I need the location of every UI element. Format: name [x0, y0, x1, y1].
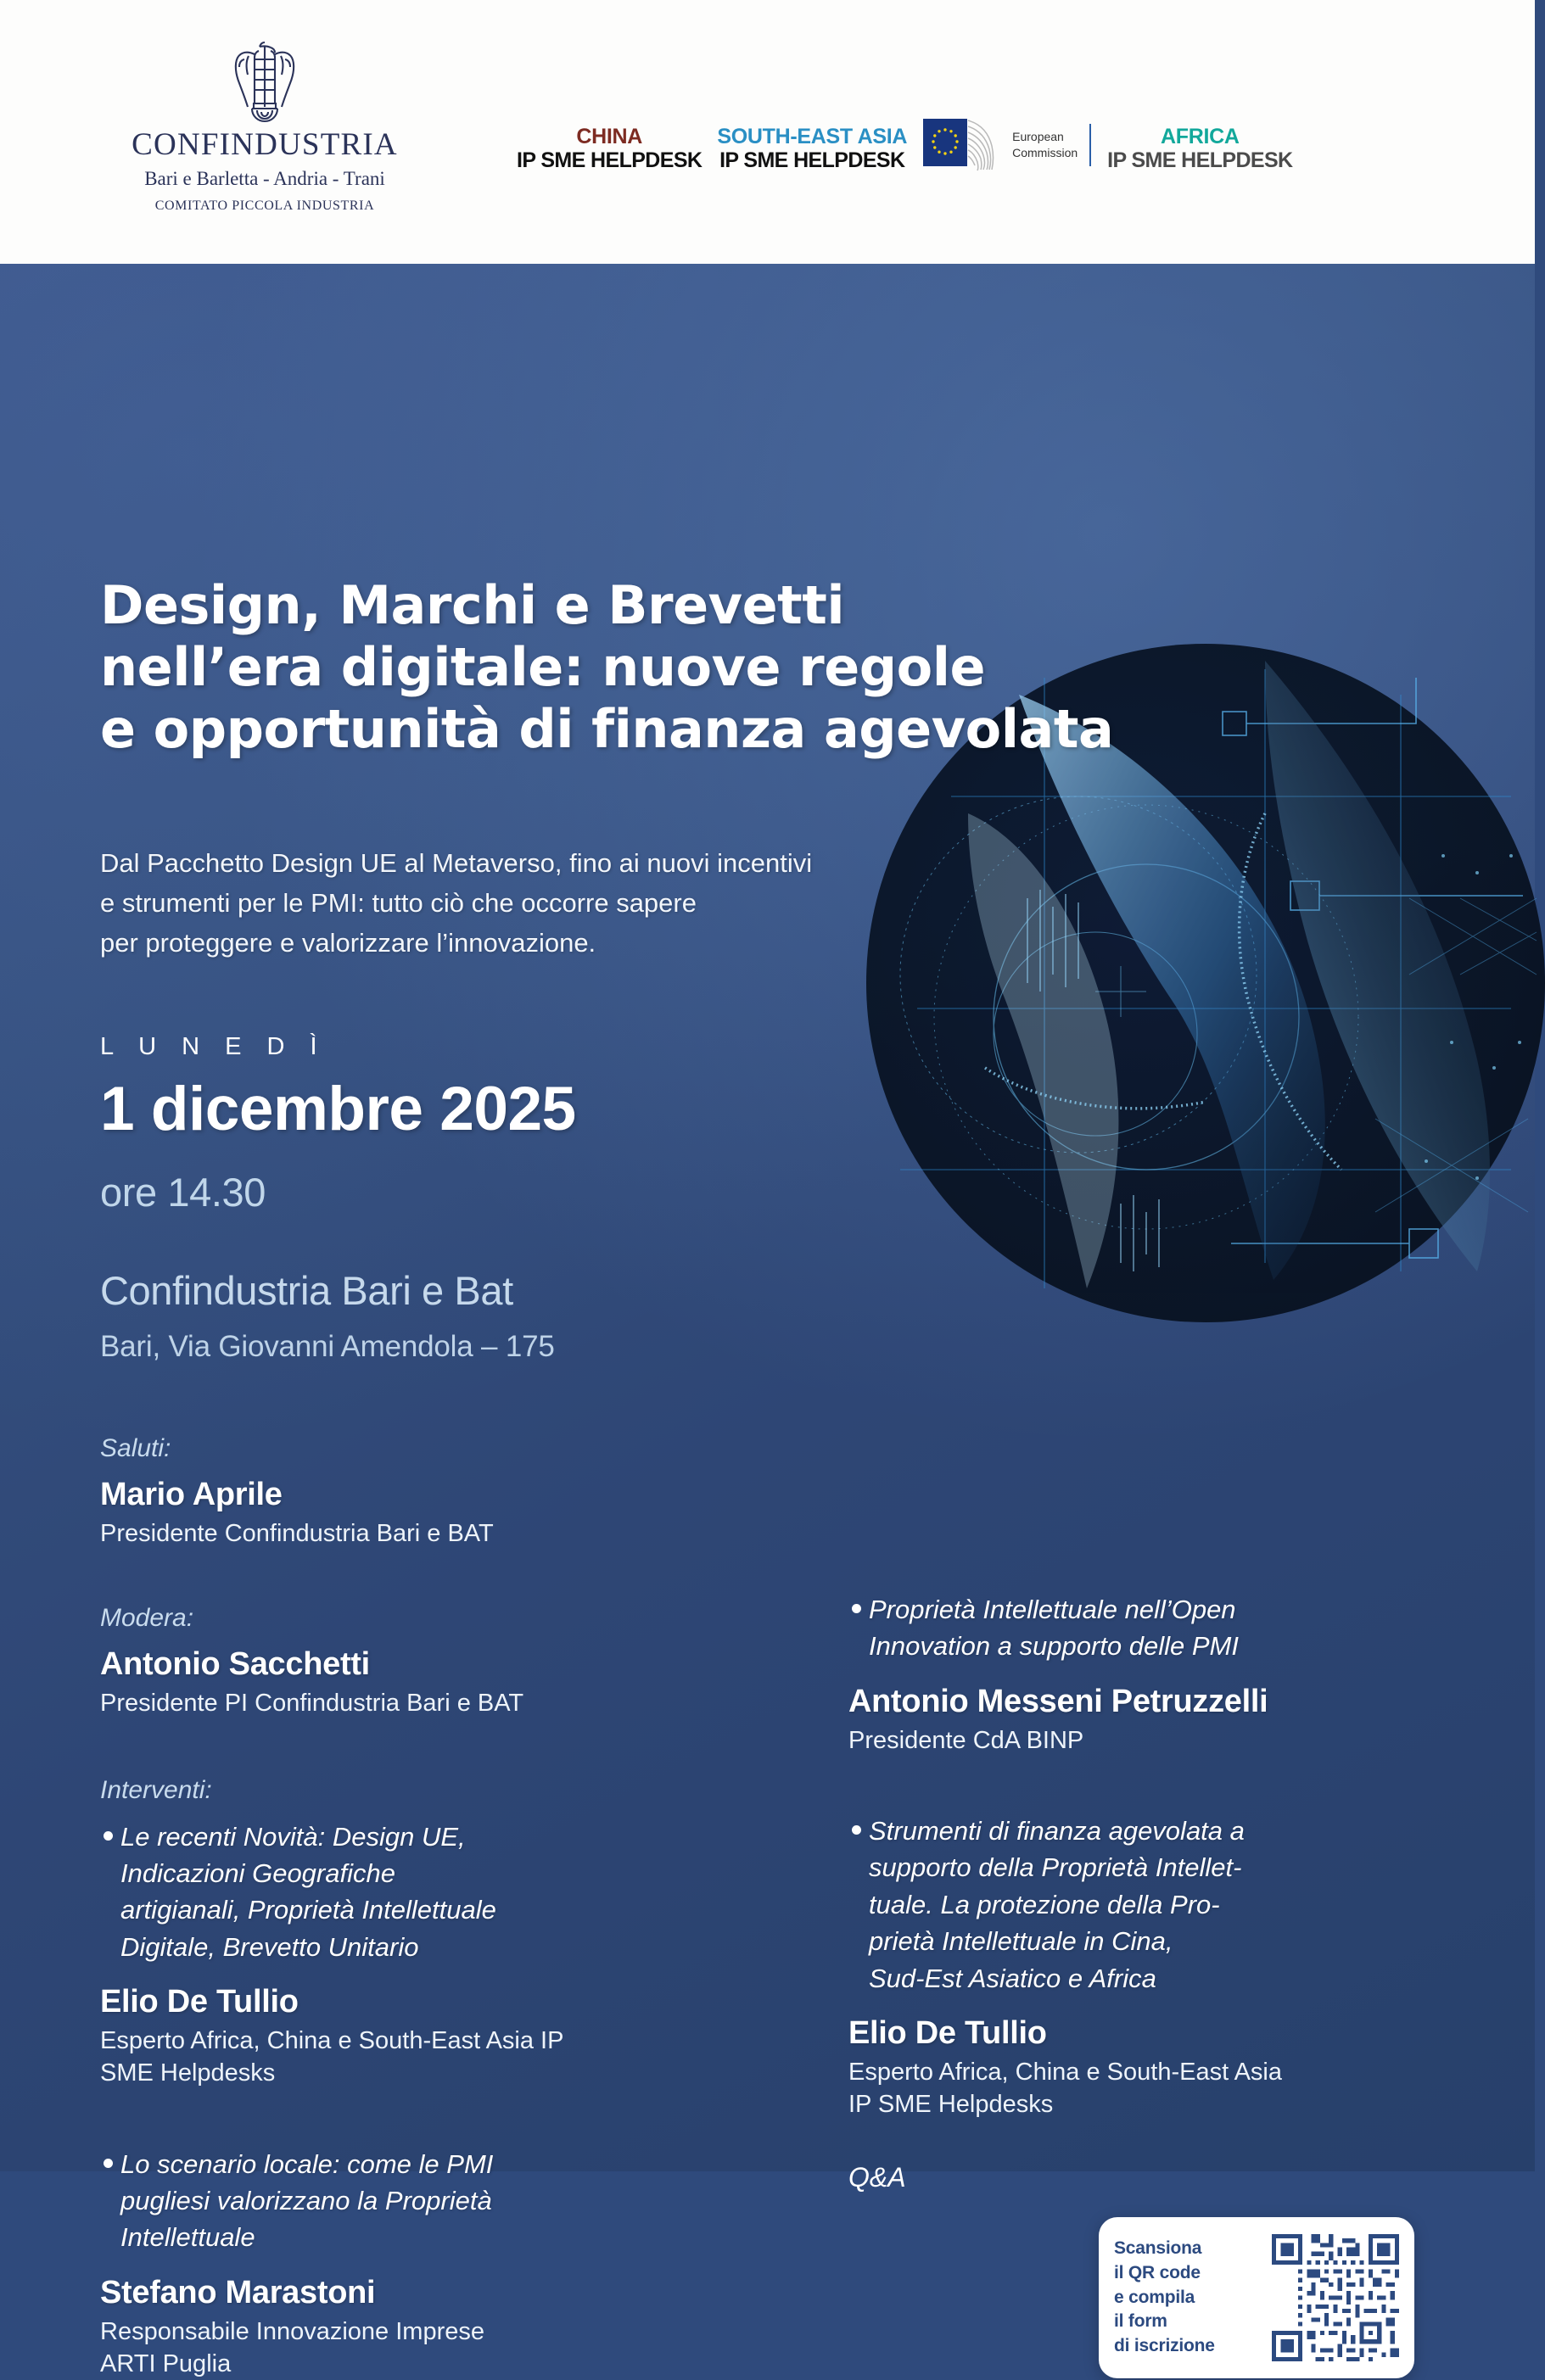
spacer [100, 1550, 694, 1604]
venue-name: Confindustria Bari e Bat [100, 1268, 513, 1313]
role-line: Esperto Africa, China e South-East Asia [848, 2059, 1282, 2086]
topic-line: pugliesi valorizzano la Proprietà [120, 2186, 492, 2216]
event-weekday: L U N E D Ì [100, 1033, 327, 1060]
intervento-speaker-name: Antonio Messeni Petruzzelli [848, 1683, 1268, 1719]
intervento-speaker-role [100, 2316, 694, 2380]
role-line: ARTI Puglia [100, 2350, 232, 2378]
intervento-topic [100, 1819, 694, 1966]
saluti-label: Saluti: [100, 1434, 171, 1462]
intervento-speaker-name: Elio De Tullio [848, 2015, 1047, 2051]
intervento-item [848, 1813, 1451, 2120]
topic-line: Strumenti di finanza agevolata a [869, 1816, 1245, 1846]
helpdesk-logo-southeast-asia [709, 125, 915, 174]
ec-divider [1089, 124, 1091, 166]
qr-code-icon[interactable] [1272, 2234, 1399, 2361]
subtitle-line-2: e strumenti per le PMI: tutto ciò che occorre sapere [100, 888, 697, 919]
topic-line: Indicazioni Geografiche [120, 1858, 395, 1888]
title-line-1: Design, Marchi e Brevetti [100, 574, 845, 636]
helpdesk-region-southeast-asia: SOUTH-EAST ASIA [717, 124, 908, 148]
confindustria-logo [129, 34, 400, 214]
topic-line: tuale. La protezione della Pro- [869, 1889, 1220, 1919]
modera-person-name: Antonio Sacchetti [100, 1646, 370, 1683]
program-column-left [100, 1434, 694, 2380]
european-commission-logo [923, 119, 1091, 171]
poster-body [0, 264, 1535, 2378]
intervento-speaker-name: Stefano Marastoni [100, 2274, 376, 2310]
role-line: Esperto Africa, China e South-East Asia IP [100, 2027, 564, 2055]
intervento-speaker-role [848, 1724, 1451, 1757]
registration-line: di iscrizione [1114, 2336, 1215, 2356]
registration-line: il form [1114, 2311, 1167, 2332]
intervento-item [100, 1819, 694, 2090]
subtitle-line-3: per proteggere e valorizzare l’innovazione. [100, 928, 596, 958]
event-date: 1 dicembre 2025 [100, 1075, 576, 1143]
intervento-topic [848, 1813, 1451, 1997]
intervento-item [848, 1591, 1451, 1757]
title-line-2: nell’era digitale: nuove regole [100, 636, 986, 699]
european-commission-text [1012, 129, 1078, 161]
topic-line: supporto della Proprietà Intellet- [869, 1852, 1242, 1883]
topic-line: Le recenti Novità: Design UE, [120, 1821, 466, 1852]
intervento-topic [100, 2146, 694, 2256]
topic-line: artigianali, Proprietà Intellettuale [120, 1895, 496, 1925]
eu-flag-icon [923, 119, 1006, 171]
topic-line: Digitale, Brevetto Unitario [120, 1931, 419, 1962]
intervento-speaker-role [848, 2056, 1451, 2121]
modera-label: Modera: [100, 1604, 194, 1633]
event-time: ore 14.30 [100, 1170, 266, 1215]
helpdesk-label-china: IP SME HELPDESK [517, 148, 703, 173]
venue-address: Bari, Via Giovanni Amendola – 175 [100, 1330, 555, 1363]
role-line: Responsabile Innovazione Imprese [100, 2317, 484, 2345]
helpdesk-logo-africa [1100, 125, 1300, 174]
registration-line: Scansiona [1114, 2238, 1202, 2258]
title-line-3: e opportunità di finanza agevolata [100, 698, 1114, 761]
topic-line: Intellettuale [120, 2222, 255, 2253]
registration-qr-card[interactable] [1099, 2217, 1414, 2378]
interventi-label: Interventi: [100, 1775, 212, 1804]
ec-fan-icon [967, 119, 1006, 171]
ec-line1: European [1012, 130, 1064, 144]
intervento-topic [848, 1591, 1451, 1665]
modera-person-role: Presidente PI Confindustria Bari e BAT [100, 1690, 524, 1718]
registration-instructions [1114, 2237, 1215, 2360]
helpdesk-logos [509, 119, 1301, 173]
role-line: IP SME Helpdesks [848, 2091, 1054, 2119]
role-line: Presidente CdA BINP [848, 1726, 1084, 1754]
program-column-right [848, 1591, 1451, 2193]
saluti-person-name: Mario Aprile [100, 1477, 283, 1512]
saluti-person-role: Presidente Confindustria Bari e BAT [100, 1520, 494, 1547]
topic-line: prietà Intellettuale in Cina, [869, 1926, 1173, 1957]
topic-line: Sud-Est Asiatico e Africa [869, 1963, 1156, 1993]
spacer [848, 1757, 1451, 1813]
confindustria-name: CONFINDUSTRIA [132, 127, 398, 162]
topic-line: Lo scenario locale: come le PMI [120, 2148, 494, 2179]
intervento-speaker-role [100, 2025, 694, 2090]
topic-line: Innovation a supporto delle PMI [869, 1631, 1239, 1662]
registration-line: il QR code [1114, 2262, 1201, 2282]
event-title [100, 574, 1356, 760]
confindustria-committee: COMITATO PICCOLA INDUSTRIA [154, 198, 375, 213]
confindustria-eagle-icon [218, 34, 311, 123]
spacer [100, 1720, 694, 1776]
helpdesk-label-africa: IP SME HELPDESK [1107, 148, 1293, 173]
subtitle-line-1: Dal Pacchetto Design UE al Metaverso, fino ai nuovi incentivi [100, 848, 813, 878]
spacer [100, 2090, 694, 2146]
ec-line2: Commission [1012, 146, 1078, 159]
role-line: SME Helpdesks [100, 2059, 276, 2087]
confindustria-territory: Bari e Barletta - Andria - Trani [144, 168, 385, 189]
intervento-item [100, 2146, 694, 2380]
registration-line: e compila [1114, 2287, 1195, 2307]
intervento-speaker-name: Elio De Tullio [100, 1984, 299, 2020]
qa-label: Q&A [848, 2161, 906, 2193]
helpdesk-region-africa: AFRICA [1161, 124, 1240, 148]
helpdesk-region-china: CHINA [576, 124, 643, 148]
event-subtitle [100, 843, 1203, 963]
helpdesk-logo-china [509, 125, 709, 174]
header-band [0, 0, 1535, 264]
helpdesk-label-southeast-asia: IP SME HELPDESK [719, 148, 905, 173]
topic-line: Proprietà Intellettuale nell’Open [869, 1595, 1236, 1624]
